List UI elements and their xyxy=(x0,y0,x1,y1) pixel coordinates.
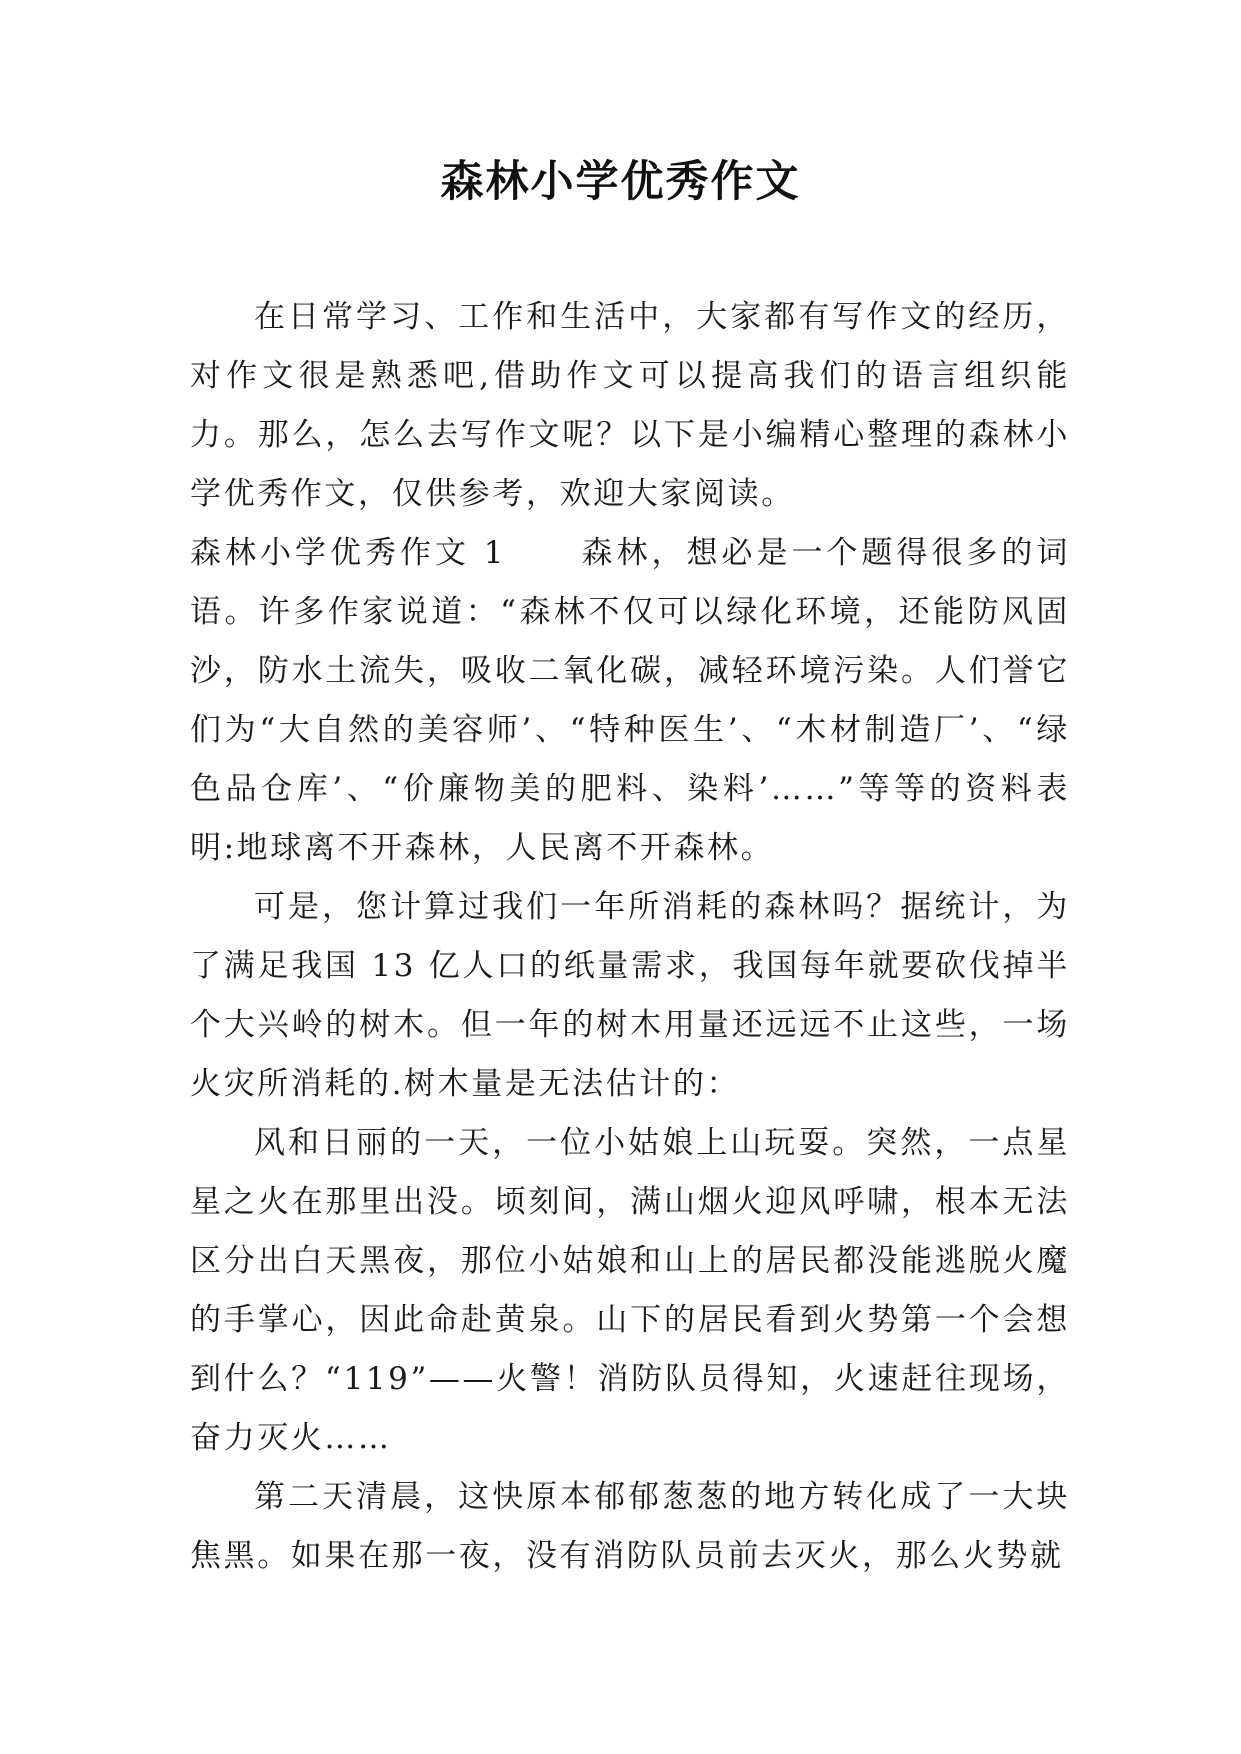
body-paragraph: 第二天清晨，这快原本郁郁葱葱的地方转化成了一大块焦黑。如果在那一夜，没有消防队员前去灭火，那么火势就 xyxy=(190,1479,1070,1574)
section-1-paragraph xyxy=(190,524,1070,878)
document-body xyxy=(190,288,1070,1586)
body-paragraph: 风和日丽的一天，一位小姑娘上山玩耍。突然，一点星星之火在那里出没。顷刻间，满山烟火迎风呼啸，根本无法区分出白天黑夜，那位小姑娘和山上的居民都没能逃脱火魔的手掌心，因此命赴黄泉。山下的居民看到火势第一个会想到什么？“119”——火警！消防队员得知，火速赶往现场，奋力灭火…… xyxy=(190,1125,1070,1456)
intro-paragraph: 在日常学习、工作和生活中，大家都有写作文的经历，对作文很是熟悉吧,借助作文可以提高我们的语言组织能力。那么，怎么去写作文呢？以下是小编精心整理的森林小学优秀作文，仅供参考，欢迎大家阅读。 xyxy=(190,299,1070,512)
document-title: 森林小学优秀作文 xyxy=(440,157,801,207)
body-paragraph: 可是，您计算过我们一年所消耗的森林吗？据统计，为了满足我国 13 亿人口的纸量需求，我国每年就要砍伐掉半个大兴岭的树木。但一年的树木用量还远远不止这些，一场火灾所消耗的.树木量是无法估计的： xyxy=(190,889,1070,1102)
section-heading: 森林小学优秀作文 1 xyxy=(190,535,507,571)
section-first-text: 森林，想必是一个题得很多的词语。许多作家说道：“森林不仅可以绿化环境，还能防风固沙，防水土流失，吸收二氧化碳，减轻环境污染。人们誉它们为“大自然的美容师’、“特种医生’、“木材制造厂’、“绿色品仓库’、“价廉物美的肥料、染料’……”等等的资料表明:地球离不开森林，人民离不开森林。 xyxy=(190,535,1070,866)
